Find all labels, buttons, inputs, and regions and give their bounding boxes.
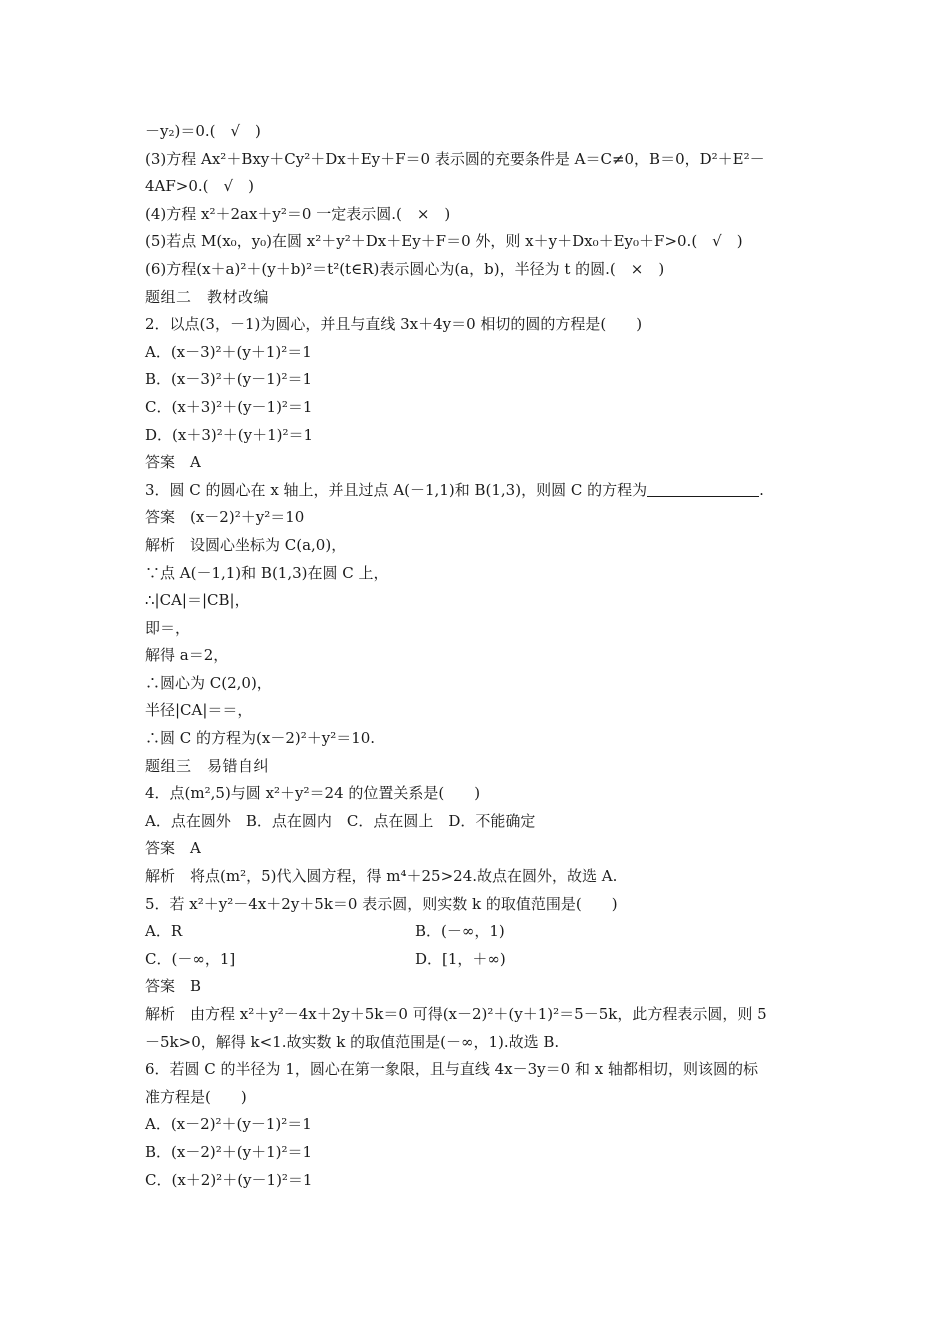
answer-line: 答案 A — [145, 839, 201, 858]
option-line: C．(x＋3)²＋(y－1)²＝1 — [145, 397, 313, 416]
text-line: 4AF>0.( √ ) — [145, 177, 254, 196]
section-heading: 题组三 易错自纠 — [145, 756, 270, 775]
solution-line: 解析 将点(m²，5)代入圆方程，得 m⁴＋25>24.故点在圆外，故选 A. — [145, 867, 618, 886]
text-line: (3)方程 Ax²＋Bxy＋Cy²＋Dx＋Ey＋F＝0 表示圆的充要条件是 A＝C≠0，B＝0，D²＋E²－ — [145, 149, 765, 168]
solution-line: ∴圆 C 的方程为(x－2)²＋y²＝10. — [145, 729, 376, 748]
question-stem: 2．以点(3，－1)为圆心，并且与直线 3x＋4y＝0 相切的圆的方程是( ) — [145, 315, 643, 334]
answer-line: 答案 (x－2)²＋y²＝10 — [145, 508, 305, 527]
question-text: 3．圆 C 的圆心在 x 轴上，并且过点 A(－1,1)和 B(1,3)，则圆 C 的方程为 — [145, 480, 648, 499]
text-line: (5)若点 M(x₀，y₀)在圆 x²＋y²＋Dx＋Ey＋F＝0 外，则 x＋y＋Dx₀＋Ey₀＋F>0.( √ ) — [145, 232, 743, 251]
solution-line: 解得 a＝2， — [145, 646, 229, 665]
solution-line: 解析 设圆心坐标为 C(a,0)， — [145, 535, 347, 554]
answer-blank — [647, 480, 759, 497]
option-d: D．[1，＋∞) — [415, 949, 506, 968]
option-b: B．(－∞，1) — [415, 922, 505, 941]
solution-line: －5k>0，解得 k<1.故实数 k 的取值范围是(－∞，1).故选 B. — [145, 1032, 560, 1051]
option-line: B．(x－3)²＋(y－1)²＝1 — [145, 370, 313, 389]
option-line: B．(x－2)²＋(y＋1)²＝1 — [145, 1142, 313, 1161]
section-heading: 题组二 教材改编 — [145, 287, 270, 306]
solution-line: ∴|CA|＝|CB|， — [145, 591, 250, 610]
option-line: C．(x＋2)²＋(y－1)²＝1 — [145, 1170, 313, 1189]
question-stem — [145, 477, 805, 505]
question-end: . — [759, 480, 764, 499]
question-stem: 5．若 x²＋y²－4x＋2y＋5k＝0 表示圆，则实数 k 的取值范围是( ) — [145, 894, 618, 913]
option-a: A．R — [145, 922, 183, 941]
solution-line: ∵点 A(－1,1)和 B(1,3)在圆 C 上， — [145, 563, 389, 582]
text-line: (6)方程(x＋a)²＋(y＋b)²＝t²(t∈R)表示圆心为(a，b)，半径为 t 的圆.( × ) — [145, 259, 665, 278]
option-row — [145, 946, 805, 974]
solution-line: ∴圆心为 C(2,0)， — [145, 673, 272, 692]
option-c: C．(－∞，1] — [145, 949, 236, 968]
question-stem: 准方程是( ) — [145, 1087, 247, 1106]
text-line: －y₂)＝0.( √ ) — [145, 122, 261, 140]
question-stem: 6．若圆 C 的半径为 1，圆心在第一象限，且与直线 4x－3y＝0 和 x 轴都相切，则该圆的标 — [145, 1060, 758, 1079]
solution-line: 即＝， — [145, 618, 191, 637]
option-row — [145, 918, 805, 946]
option-line: A．(x－2)²＋(y－1)²＝1 — [145, 1115, 312, 1134]
option-line: A．(x－3)²＋(y＋1)²＝1 — [145, 342, 312, 361]
option-line: D．(x＋3)²＋(y＋1)²＝1 — [145, 425, 314, 444]
solution-line: 解析 由方程 x²＋y²－4x＋2y＋5k＝0 可得(x－2)²＋(y＋1)²＝5－5k，此方程表示圆，则 5 — [145, 1005, 767, 1023]
answer-line: 答案 A — [145, 453, 201, 472]
option-line: A．点在圆外 B．点在圆内 C．点在圆上 D．不能确定 — [145, 811, 536, 830]
answer-line: 答案 B — [145, 977, 202, 996]
document-body — [145, 118, 805, 1194]
solution-line: 半径|CA|＝＝， — [145, 701, 253, 720]
question-stem: 4．点(m²,5)与圆 x²＋y²＝24 的位置关系是( ) — [145, 784, 481, 803]
text-line: (4)方程 x²＋2ax＋y²＝0 一定表示圆.( × ) — [145, 204, 451, 223]
